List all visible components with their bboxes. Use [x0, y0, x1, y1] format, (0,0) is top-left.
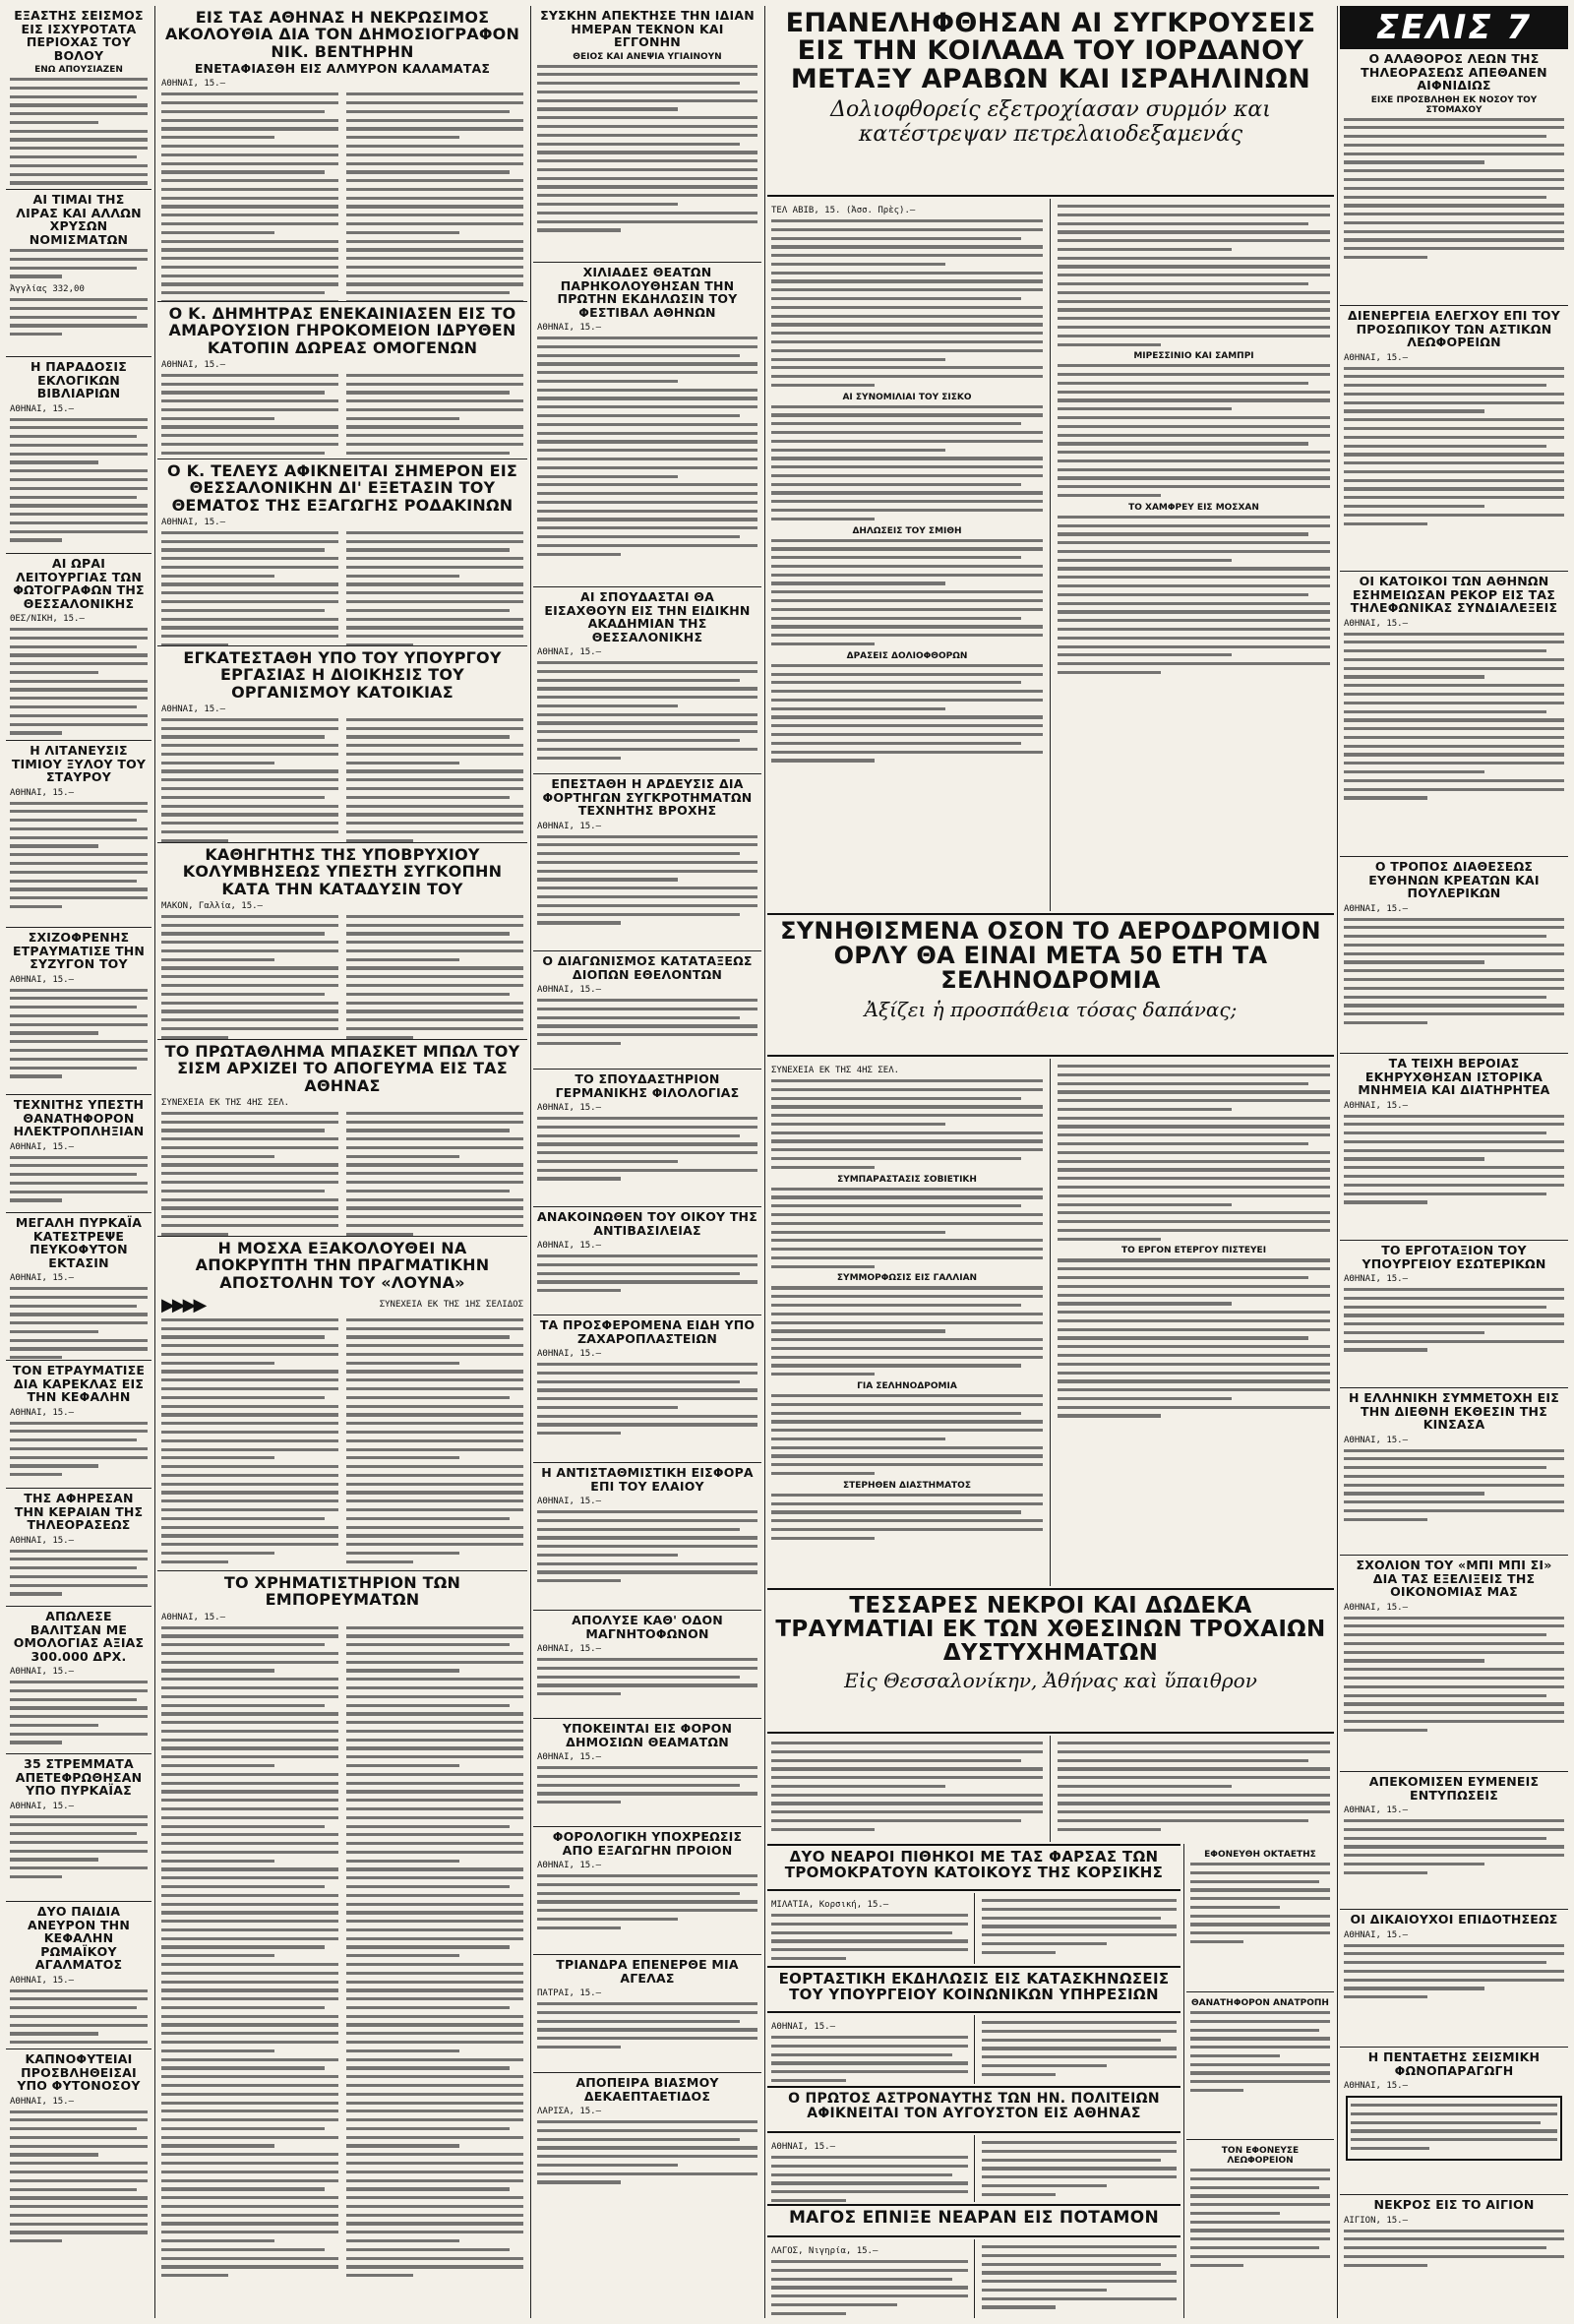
- orly-body: [767, 1059, 1334, 1586]
- article-body: [10, 78, 148, 189]
- article: [1340, 2047, 1568, 2194]
- article-body: [1344, 1115, 1564, 1204]
- orly-banner: [767, 913, 1334, 1057]
- feast-headline: ΕΟΡΤΑΣΤΙΚΗ ΕΚΔΗΛΩΣΙΣ ΕΙΣ ΚΑΤΑΣΚΗΝΩΣΕΙΣ ΤΟΥ ΥΠΟΥΡΓΕΙΟΥ ΚΟΙΝΩΝΙΚΩΝ ΥΠΗΡΕΣΙΩΝ: [778, 1970, 1170, 2003]
- article-body: [537, 1254, 757, 1292]
- article-headline: Η ΕΛΛΗΝΙΚΗ ΣΥΜΜΕΤΟΧΗ ΕΙΣ ΤΗΝ ΔΙΕΘΝΗ ΕΚΘΕΣΙΝ ΤΗΣ ΚΙΝΣΑΣΑ: [1349, 1390, 1559, 1432]
- article: [1186, 1844, 1334, 1991]
- article-body: [1058, 205, 1330, 346]
- article-body: [10, 1815, 148, 1879]
- article-body: [161, 92, 338, 301]
- article-body: [1058, 1065, 1330, 1241]
- article-headline: ΕΠΕΣΤΑΘΗ Η ΑΡΔΕΥΣΙΣ ΔΙΑ ΦΟΡΤΗΓΩΝ ΣΥΓΚΡΟΤΗΜΑΤΩΝ ΤΕΧΝΗΤΗΣ ΒΡΟΧΗΣ: [542, 776, 753, 818]
- section-heading: ΤΟ ΕΡΓΟΝ ΕΤΕΡΓΟΥ ΠΙΣΤΕΥΕΙ: [1120, 1246, 1267, 1256]
- article-headline: ΑΠΟΛΥΣΕ ΚΑΘ' ΟΔΟΝ ΜΑΓΝΗΤΟΦΩΝΟΝ: [572, 1613, 723, 1641]
- article-body: [771, 405, 1043, 520]
- article-dateline: ΑΘΗΝΑΙ, 15.—: [161, 359, 226, 370]
- article-body: [771, 539, 1043, 646]
- article-headline: ΔΥΟ ΠΑΙΔΙΑ ΑΝΕΥΡΟΝ ΤΗΝ ΚΕΦΑΛΗΝ ΡΩΜΑΪΚΟΥ ΑΓΑΛΜΑΤΟΣ: [28, 1904, 130, 1972]
- article: [1340, 49, 1568, 305]
- article-body: [346, 915, 523, 1039]
- article-body: [10, 989, 148, 1078]
- article: [6, 356, 151, 553]
- article: [533, 1462, 761, 1610]
- article-body: [771, 664, 1043, 763]
- article-body: [771, 219, 1043, 387]
- article: [6, 1212, 151, 1360]
- article-body: [10, 1156, 148, 1202]
- article-kicker: ΕΙΧΕ ΠΡΟΣΒΛΗΘΗ ΕΚ ΝΟΣΟΥ ΤΟΥ ΣΤΟΜΑΧΟΥ: [1370, 94, 1538, 115]
- article: [157, 1570, 527, 2318]
- article-headline: Ο Κ. ΤΕΛΕΥΣ ΑΦΙΚΝΕΙΤΑΙ ΣΗΜΕΡΟΝ ΕΙΣ ΘΕΣΣΑΛΟΝΙΚΗΝ ΔΙ' ΕΞΕΤΑΣΙΝ ΤΟΥ ΘΕΜΑΤΟΣ ΤΗΣ ΕΞΑΓΩΓΗΣ ΡΟΔΑΚΙΝΩΝ: [167, 461, 517, 515]
- article-headline: Ο ΤΡΟΠΟΣ ΔΙΑΘΕΣΕΩΣ ΕΥΘΗΝΩΝ ΚΡΕΑΤΩΝ ΚΑΙ ΠΟΥΛΕΡΙΚΩΝ: [1368, 859, 1540, 900]
- article-headline: ΔΙΕΝΕΡΓΕΙΑ ΕΛΕΓΧΟΥ ΕΠΙ ΤΟΥ ΠΡΟΣΩΠΙΚΟΥ ΤΩΝ ΑΣΤΙΚΩΝ ΛΕΩΦΟΡΕΙΩΝ: [1348, 308, 1560, 349]
- article-headline: ΤΟ ΣΠΟΥΔΑΣΤΗΡΙΟΝ ΓΕΡΜΑΝΙΚΗΣ ΦΙΛΟΛΟΓΙΑΣ: [555, 1071, 740, 1100]
- article: [1340, 1240, 1568, 1387]
- article-body: [161, 915, 338, 1039]
- article: [6, 1606, 151, 1753]
- section-heading: ΤΟ ΧΑΜΦΡΕΥ ΕΙΣ ΜΟΣΧΑΝ: [1128, 502, 1259, 513]
- article-dateline: ΑΘΗΝΑΙ, 15.—: [161, 79, 226, 90]
- article-headline: ΑΠΩΛΕΣΕ ΒΑΛΙΤΣΑΝ ΜΕ ΟΜΟΛΟΓΙΑΣ ΑΞΙΑΣ 300.000 ΔΡΧ.: [13, 1609, 145, 1664]
- article-kicker: ΘΕΙΟΣ ΚΑΙ ΑΝΕΨΙΑ ΥΓΙΑΙΝΟΥΝ: [573, 51, 722, 62]
- article: [157, 645, 527, 842]
- article-dateline: ΑΘΗΝΑΙ, 15.—: [10, 1535, 75, 1546]
- arrow-ornament-icon: ▶▶▶▶: [161, 1294, 205, 1315]
- article-headline: ΜΕΓΑΛΗ ΠΥΡΚΑΪΑ ΚΑΤΕΣΤΡΕΨΕ ΠΕΥΚΟΦΥΤΟΝ ΕΚΤΑΣΙΝ: [15, 1215, 143, 1270]
- section-heading: ΔΗΛΩΣΕΙΣ ΤΟΥ ΣΜΙΘΗ: [852, 525, 962, 536]
- article-headline: Η ΠΕΝΤΑΕΤΗΣ ΣΕΙΣΜΙΚΗ ΦΩΝΟΠΑΡΑΓΩΓΗ: [1367, 2049, 1541, 2078]
- article-dateline: ΑΙΓΙΟΝ, 15.—: [1344, 2215, 1409, 2226]
- column-4: [533, 6, 761, 2318]
- article-headline: ΤΟΝ ΕΤΡΑΥΜΑΤΙΣΕ ΔΙΑ ΚΑΡΕΚΛΑΣ ΕΙΣ ΤΗΝ ΚΕΦΑΛΗΝ: [12, 1363, 146, 1404]
- article-dateline: ΑΘΗΝΑΙ, 15.—: [1344, 1100, 1409, 1111]
- jordan-body: [767, 199, 1334, 911]
- column-rule: [1337, 6, 1338, 2318]
- article-dateline: ΑΘΗΝΑΙ, 15.—: [537, 1241, 602, 1251]
- article-dateline: ΘΕΣ/ΝΙΚΗ, 15.—: [10, 614, 85, 624]
- river-body: [767, 2239, 1180, 2318]
- article-body: [537, 1510, 757, 1582]
- article-headline: ΕΞΑΣΤΗΣ ΣΕΙΣΜΟΣ ΕΙΣ ΙΣΧΥΡΟΤΑΤΑ ΠΕΡΙΟΧΑΣ ΤΟΥ ΒΟΛΟΥ: [14, 8, 144, 63]
- article-body: [537, 1658, 757, 1695]
- article-headline: ΤΕΧΝΙΤΗΣ ΥΠΕΣΤΗ ΘΑΝΑΤΗΦΟΡΟΝ ΗΛΕΚΤΡΟΠΛΗΞΙΑΝ: [13, 1097, 145, 1138]
- article-body: [346, 718, 523, 842]
- article-headline: ΚΑΠΝΟΦΥΤΕΙΑΙ ΠΡΟΣΒΛΗΘΕΙΣΑΙ ΥΠΟ ΦΥΤΟΝΟΣΟΥ: [17, 2051, 141, 2093]
- article-headline: Η ΜΟΣΧΑ ΕΞΑΚΟΛΟΥΘΕΙ ΝΑ ΑΠΟΚΡΥΠΤΗ ΤΗΝ ΠΡΑΓΜΑΤΙΚΗΝ ΑΠΟΣΤΟΛΗΝ ΤΟΥ «ΛΟΥΝΑ»: [195, 1239, 490, 1292]
- article-dateline: ΑΘΗΝΑΙ, 15.—: [537, 323, 602, 333]
- corsica-banner: [767, 1844, 1180, 1891]
- article-headline: ΑΙ ΤΙΜΑΙ ΤΗΣ ΛΙΡΑΣ ΚΑΙ ΑΛΛΩΝ ΧΡΥΣΩΝ ΝΟΜΙΣΜΑΤΩΝ: [16, 192, 142, 247]
- article-headline: ΣΧΟΛΙΟΝ ΤΟΥ «ΜΠΙ ΜΠΙ ΣΙ» ΔΙΑ ΤΑΣ ΕΞΕΛΙΞΕΙΣ ΤΗΣ ΟΙΚΟΝΟΜΙΑΣ ΜΑΣ: [1356, 1558, 1552, 1599]
- article: [533, 1206, 761, 1315]
- article-headline: Η ΑΝΤΙΣΤΑΘΜΙΣΤΙΚΗ ΕΙΣΦΟΡΑ ΕΠΙ ΤΟΥ ΕΛΑΙΟΥ: [541, 1465, 754, 1494]
- article-dateline: ΑΘΗΝΑΙ, 15.—: [10, 974, 75, 985]
- article: [533, 1954, 761, 2072]
- article-dateline: ΑΘΗΝΑΙ, 15.—: [537, 985, 602, 995]
- article-body: [537, 336, 757, 556]
- article-headline: ΟΙ ΚΑΤΟΙΚΟΙ ΤΩΝ ΑΘΗΝΩΝ ΕΣΗΜΕΙΩΣΑΝ ΡΕΚΟΡ ΕΙΣ ΤΑΣ ΤΗΛΕΦΩΝΙΚΑΣ ΣΥΝΔΙΑΛΕΞΕΙΣ: [1350, 574, 1558, 615]
- article: [533, 1069, 761, 1206]
- article: [533, 1718, 761, 1826]
- article-body: [771, 1742, 1043, 1831]
- article: [6, 740, 151, 927]
- article-dateline: ΑΘΗΝΑΙ, 15.—: [10, 1141, 75, 1152]
- article-body: [10, 249, 148, 278]
- article-body: [346, 531, 523, 645]
- boxed-notice: [1346, 2096, 1562, 2161]
- article-body: [771, 1079, 1043, 1169]
- article: [6, 553, 151, 740]
- article-dateline: ΑΘΗΝΑΙ, 15.—: [10, 1801, 75, 1811]
- article-body: [1351, 2104, 1557, 2150]
- river-banner: [767, 2204, 1180, 2237]
- article: [1340, 1771, 1568, 1909]
- article-headline: ΤΗΣ ΑΦΗΡΕΣΑΝ ΤΗΝ ΚΕΡΑΙΑΝ ΤΗΣ ΤΗΛΕΟΡΑΣΕΩΣ: [14, 1491, 144, 1532]
- article-headline: ΤΟ ΠΡΩΤΑΘΛΗΜΑ ΜΠΑΣΚΕΤ ΜΠΩΛ ΤΟΥ ΣΙΣΜ ΑΡΧΙΖΕΙ ΤΟ ΑΠΟΓΕΥΜΑ ΕΙΣ ΤΑΣ ΑΘΗΝΑΣ: [164, 1042, 520, 1095]
- article-dateline: ΑΘΗΝΑΙ, 15.—: [10, 1667, 75, 1677]
- article-dateline: ΑΘΗΝΑΙ, 15.—: [537, 1752, 602, 1762]
- article-body: [161, 1112, 338, 1236]
- column-rule: [1183, 1844, 1184, 2318]
- article-body: [982, 2021, 1177, 2076]
- article-dateline: ΑΘΗΝΑΙ, 15.—: [537, 1349, 602, 1359]
- article-dateline: ΜΑΚΟΝ, Γαλλία, 15.—: [161, 900, 263, 911]
- article-dateline: ΑΘΗΝΑΙ, 15.—: [1344, 1435, 1409, 1445]
- article-kicker: ΕΝΩ ΑΠΟΥΣΙΑΖΕΝ: [34, 65, 123, 75]
- traffic-body: [767, 1736, 1334, 1842]
- article-body: [1058, 1258, 1330, 1417]
- article-body: [537, 1766, 757, 1804]
- article-headline: ΧΙΛΙΑΔΕΣ ΘΕΑΤΩΝ ΠΑΡΗΚΟΛΟΥΘΗΣΑΝ ΤΗΝ ΠΡΩΤΗΝ ΕΚΔΗΛΩΣΙΝ ΤΟΥ ΦΕΣΤΙΒΑΛ ΑΘΗΝΩΝ: [557, 265, 738, 320]
- article-dateline: ΑΘΗΝΑΙ, 15.—: [10, 1407, 75, 1418]
- article-dateline: ΑΘΗΝΑΙ, 15.—: [1344, 1805, 1409, 1815]
- article-headline: ΑΙ ΣΠΟΥΔΑΣΤΑΙ ΘΑ ΕΙΣΑΧΘΟΥΝ ΕΙΣ ΤΗΝ ΕΙΔΙΚΗΝ ΑΚΑΔΗΜΙΑΝ ΤΗΣ ΘΕΣΣΑΛΟΝΙΚΗΣ: [544, 589, 751, 644]
- article-headline: ΤΟ ΧΡΗΜΑΤΙΣΤΗΡΙΟΝ ΤΩΝ ΕΜΠΟΡΕΥΜΑΤΩΝ: [223, 1573, 461, 1610]
- article-dateline: ΑΘΗΝΑΙ, 15.—: [537, 821, 602, 831]
- article-body: [1058, 1742, 1330, 1831]
- article-headline: ΤΟ ΕΡΓΟΤΑΞΙΟΝ ΤΟΥ ΥΠΟΥΡΓΕΙΟΥ ΕΣΩΤΕΡΙΚΩΝ: [1362, 1243, 1546, 1271]
- article-body: [10, 1287, 148, 1359]
- center-columns: [157, 6, 527, 2318]
- price-table: [10, 298, 148, 336]
- article-headline: ΤΑ ΤΕΙΧΗ ΒΕΡΟΙΑΣ ΕΚΗΡΥΧΘΗΣΑΝ ΙΣΤΟΡΙΚΑ ΜΝΗΜΕΙΑ ΚΑΙ ΔΙΑΤΗΡΗΤΕΑ: [1358, 1056, 1550, 1097]
- article-body: [771, 1286, 1043, 1376]
- orly-headline: ΣΥΝΗΘΙΣΜΕΝΑ ΟΣΟΝ ΤΟ ΑΕΡΟΔΡΟΜΙΟΝ ΟΡΛΥ ΘΑ ΕΙΝΑΙ ΜΕΤΑ 50 ΕΤΗ ΤΑ ΣΕΛΗΝΟΔΡΟΜΙΑ: [780, 917, 1321, 995]
- article-body: [161, 1318, 338, 1569]
- article: [157, 459, 527, 645]
- article-body: [10, 1422, 148, 1477]
- market-prices-list: [346, 1626, 523, 2283]
- article: [157, 842, 527, 1039]
- article-body: [1058, 516, 1330, 674]
- article: [157, 6, 527, 301]
- article: [157, 1039, 527, 1236]
- article: [1340, 305, 1568, 571]
- article: [1340, 2194, 1568, 2302]
- article-body: [10, 1550, 148, 1596]
- article-body: [10, 418, 148, 542]
- article-body: [982, 2141, 1177, 2196]
- article-body: [771, 2156, 968, 2202]
- article-headline: ΟΙ ΔΙΚΑΙΟΥΧΟΙ ΕΠΙΔΟΤΗΣΕΩΣ: [1350, 1912, 1558, 1926]
- article-headline: ΥΠΟΚΕΙΝΤΑΙ ΕΙΣ ΦΟΡΟΝ ΔΗΜΟΣΙΩΝ ΘΕΑΜΑΤΩΝ: [562, 1721, 733, 1749]
- article: [6, 1360, 151, 1488]
- article: [6, 1094, 151, 1212]
- article-headline: ΤΑ ΠΡΟΣΦΕΡΟΜΕΝΑ ΕΙΔΗ ΥΠΟ ΖΑΧΑΡΟΠΛΑΣΤΕΙΩΝ: [539, 1317, 756, 1346]
- article-headline: ΑΠΕΚΟΜΙΣΕΝ ΕΥΜΕΝΕΙΣ ΕΝΤΥΠΩΣΕΙΣ: [1368, 1774, 1540, 1803]
- article-dateline: ΑΘΗΝΑΙ, 15.—: [1344, 618, 1409, 629]
- article-dateline: ΑΘΗΝΑΙ, 15.—: [10, 787, 75, 798]
- article-dateline: ΛΑΡΙΣΑ, 15.—: [537, 2107, 602, 2116]
- article-body: [537, 1117, 757, 1181]
- article-headline: Ο Κ. ΔΗΜΗΤΡΑΣ ΕΝΕΚΑΙΝΙΑΣΕΝ ΕΙΣ ΤΟ ΑΜΑΡΟΥΣΙΟΝ ΓΗΡΟΚΟΜΕΙΟΝ ΙΔΡΥΘΕΝ ΚΑΤΟΠΙΝ ΔΩΡΕΑΣ ΟΜΟΓΕΝΩΝ: [168, 304, 516, 357]
- river-dateline: ΛΑΓΟΣ, Νιγηρία, 15.—: [771, 2246, 878, 2256]
- section-heading: ΕΦΟΝΕΥΘΗ ΟΚΤΑΕΤΗΣ: [1204, 1850, 1316, 1860]
- article: [533, 6, 761, 262]
- article-dateline: ΑΘΗΝΑΙ, 15.—: [10, 2096, 75, 2107]
- column-rule: [764, 6, 765, 2318]
- article-body: [771, 2036, 968, 2082]
- article-dateline: ΑΘΗΝΑΙ, 15.—: [10, 1975, 75, 1986]
- article-continuation: ΣΥΝΕΧΕΙΑ ΕΚ ΤΗΣ 1ΗΣ ΣΕΛΙΔΟΣ: [379, 1300, 523, 1311]
- column-1: [6, 6, 151, 2318]
- article: [533, 262, 761, 586]
- jordan-dateline: ΤΕΛ ΑΒΙΒ, 15. (Ἀσσ. Πρὲς).—: [771, 206, 916, 215]
- article: [6, 927, 151, 1094]
- article-body: [346, 1112, 523, 1236]
- article-body: [1344, 633, 1564, 800]
- article-headline: ΝΕΚΡΟΣ ΕΙΣ ΤΟ ΑΙΓΙΟΝ: [1373, 2197, 1535, 2212]
- jordan-subhead: Δολιοφθορείς εξετροχίασαν συρμόν και κατέστρεψαν πετρελαιοδεξαμενάς: [830, 97, 1271, 148]
- column-7: [1340, 6, 1568, 2318]
- article-body: [161, 718, 338, 842]
- feast-dateline: ΑΘΗΝΑΙ, 15.—: [771, 2022, 836, 2032]
- article-body: [771, 1394, 1043, 1475]
- article-dateline: ΑΘΗΝΑΙ, 15.—: [161, 703, 226, 714]
- article-body: [1344, 1449, 1564, 1521]
- article-dateline: ΑΘΗΝΑΙ, 15.—: [1344, 352, 1409, 363]
- article-body: [10, 1989, 148, 2049]
- column-rule: [530, 6, 531, 2318]
- article-body: [1344, 1617, 1564, 1732]
- section-heading: ΑΙ ΣΥΝΟΜΙΛΙΑΙ ΤΟΥ ΣΙΣΚΟ: [842, 392, 972, 402]
- article-headline: ΤΡΙΑΝΔΡΑ ΕΠΕΝΕΡΘΕ ΜΙΑ ΑΓΕΛΑΣ: [556, 1957, 739, 1986]
- article-body: [1344, 118, 1564, 260]
- article-dateline: ΑΘΗΝΑΙ, 15.—: [161, 517, 226, 527]
- article-headline: ΚΑΘΗΓΗΤΗΣ ΤΗΣ ΥΠΟΒΡΥΧΙΟΥ ΚΟΛΥΜΒΗΣΕΩΣ ΥΠΕΣΤΗ ΣΥΓΚΟΠΗΝ ΚΑΤΑ ΤΗΝ ΚΑΤΑΔΥΣΙΝ ΤΟΥ: [182, 845, 503, 898]
- article-body: [10, 628, 148, 735]
- article-headline: ΣΥΣΚΗΝ ΑΠΕΚΤΗΣΕ ΤΗΝ ΙΔΙΑΝ ΗΜΕΡΑΝ ΤΕΚΝΟΝ ΚΑΙ ΕΓΓΟΝΗΝ: [540, 8, 755, 49]
- article-dateline: ΑΘΗΝΑΙ, 15.—: [537, 1103, 602, 1113]
- article-body: [771, 1914, 968, 1960]
- article-headline: ΕΓΚΑΤΕΣΤΑΘΗ ΥΠΟ ΤΟΥ ΥΠΟΥΡΓΟΥ ΕΡΓΑΣΙΑΣ Η ΔΙΟΙΚΗΣΙΣ ΤΟΥ ΟΡΓΑΝΙΣΜΟΥ ΚΑΤΟΙΚΙΑΣ: [183, 648, 502, 702]
- article-body: [771, 1188, 1043, 1268]
- article-body: [982, 1899, 1177, 1954]
- article-body: [161, 374, 338, 459]
- article: [533, 586, 761, 773]
- article: [1186, 2139, 1334, 2318]
- article-body: [537, 661, 757, 760]
- article-body: [1058, 364, 1330, 497]
- traffic-subhead: Εἰς Θεσσαλονίκην, Ἀθήνας καὶ ὕπαιθρον: [844, 1669, 1257, 1693]
- article: [1340, 856, 1568, 1053]
- section-heading: ΓΙΑ ΣΕΛΗΝΟΔΡΟΜΙΑ: [857, 1381, 957, 1391]
- corsica-body: [767, 1893, 1180, 1964]
- article-dateline: ΑΘΗΝΑΙ, 15.—: [1344, 1929, 1409, 1940]
- article-dateline: ΑΘΗΝΑΙ, 15.—: [1344, 903, 1409, 914]
- river-headline: ΜΑΓΟΣ ΕΠΝΙΞΕ ΝΕΑΡΑΝ ΕΙΣ ΠΟΤΑΜΟΝ: [788, 2208, 1160, 2228]
- corsica-dateline: ΜΙΛΑΤΙΑ, Κορσική, 15.—: [771, 1900, 889, 1910]
- article-headline: ΑΙ ΩΡΑΙ ΛΕΙΤΟΥΡΓΙΑΣ ΤΩΝ ΦΩΤΟΓΡΑΦΩΝ ΤΗΣ ΘΕΣΣΑΛΟΝΙΚΗΣ: [13, 556, 145, 611]
- article-body: [537, 65, 757, 232]
- article: [6, 1901, 151, 2049]
- gold-price-row: Ἀγγλίας 332,00: [10, 284, 85, 295]
- article-body: [1344, 1819, 1564, 1874]
- article-headline: Η ΠΑΡΑΔΟΣΙΣ ΕΚΛΟΓΙΚΩΝ ΒΙΒΛΙΑΡΙΩΝ: [30, 359, 127, 400]
- article-body: [346, 1318, 523, 1569]
- article-body: [537, 835, 757, 925]
- article-body: [1344, 1944, 1564, 1999]
- article-headline: Ο ΔΙΑΓΩΝΙΣΜΟΣ ΚΑΤΑΤΑΞΕΩΣ ΔΙΟΠΩΝ ΕΘΕΛΟΝΤΩΝ: [542, 953, 753, 982]
- article-dateline: ΑΘΗΝΑΙ, 15.—: [10, 1273, 75, 1283]
- article: [533, 950, 761, 1069]
- article-headline: ΕΙΣ ΤΑΣ ΑΘΗΝΑΣ Η ΝΕΚΡΩΣΙΜΟΣ ΑΚΟΛΟΥΘΙΑ ΔΙΑ ΤΟΝ ΔΗΜΟΣΙΟΓΡΑΦΟΝ ΝΙΚ. ΒΕΝΤΗΡΗΝ: [164, 8, 520, 61]
- section-heading: ΣΥΜΠΑΡΑΣΤΑΣΙΣ ΣΟΒΙΕΤΙΚΗ: [837, 1174, 977, 1185]
- corsica-headline: ΔΥΟ ΝΕΑΡΟΙ ΠΙΘΗΚΟΙ ΜΕ ΤΑΣ ΦΑΡΣΑΣ ΤΩΝ ΤΡΟΜΟΚΡΑΤΟΥΝ ΚΑΤΟΙΚΟΥΣ ΤΗΣ ΚΟΡΣΙΚΗΣ: [784, 1848, 1164, 1881]
- section-heading: ΣΤΕΡΗΘΕΝ ΔΙΑΣΤΗΜΑΤΟΣ: [843, 1480, 971, 1491]
- article-body: [10, 2110, 148, 2243]
- column-6-lower: [1186, 1844, 1334, 2318]
- astronaut-dateline: ΑΘΗΝΑΙ, 15.—: [771, 2142, 836, 2152]
- article: [1186, 1991, 1334, 2139]
- article: [6, 6, 151, 189]
- astronaut-body: [767, 2135, 1180, 2202]
- article-headline: ΑΠΟΠΕΙΡΑ ΒΙΑΣΜΟΥ ΔΕΚΑΕΠΤΑΕΤΙΔΟΣ: [575, 2075, 719, 2104]
- article: [157, 1236, 527, 1570]
- article: [6, 2049, 151, 2285]
- astronaut-headline: Ο ΠΡΩΤΟΣ ΑΣΤΡΟΝΑΥΤΗΣ ΤΩΝ ΗΝ. ΠΟΛΙΤΕΙΩΝ ΑΦΙΚΝΕΙΤΑΙ ΤΟΝ ΑΥΓΟΥΣΤΟΝ ΕΙΣ ΑΘΗΝΑΣ: [788, 2091, 1160, 2121]
- article-body: [1190, 1863, 1330, 1943]
- article-body: [161, 531, 338, 645]
- jordan-headline: ΕΠΑΝΕΛΗΦΘΗΣΑΝ ΑΙ ΣΥΓΚΡΟΥΣΕΙΣ ΕΙΣ ΤΗΝ ΚΟΙΛΑΔΑ ΤΟΥ ΙΟΡΔΑΝΟΥ ΜΕΤΑΞΥ ΑΡΑΒΩΝ ΚΑΙ ΙΣΡΑΗΛΙΝΩΝ: [785, 8, 1316, 94]
- section-heading: ΔΡΑΣΕΙΣ ΔΟΛΙΟΦΘΟΡΩΝ: [846, 650, 968, 661]
- market-prices-list: [161, 1626, 338, 2283]
- article: [6, 1753, 151, 1901]
- article: [533, 1826, 761, 1954]
- article-body: [1344, 2230, 1564, 2267]
- jordan-banner: [767, 6, 1334, 197]
- article-headline: ΦΟΡΟΛΟΓΙΚΗ ΥΠΟΧΡΕΩΣΙΣ ΑΠΟ ΕΞΑΓΩΓΗΝ ΠΡΟΙΟΝ: [552, 1829, 743, 1858]
- article-headline: Ο ΑΛΑΘΟΡΟΣ ΛΕΩΝ ΤΗΣ ΤΗΛΕΟΡΑΣΕΩΣ ΑΠΕΘΑΝΕΝ ΑΙΦΝΙΔΙΩΣ: [1361, 51, 1547, 92]
- article-body: [771, 2260, 968, 2315]
- article: [533, 1315, 761, 1462]
- article: [533, 2072, 761, 2210]
- article-body: [1190, 2169, 1330, 2267]
- article-dateline: ΑΘΗΝΑΙ, 15.—: [1344, 1602, 1409, 1613]
- traffic-headline: ΤΕΣΣΑΡΕΣ ΝΕΚΡΟΙ ΚΑΙ ΔΩΔΕΚΑ ΤΡΑΥΜΑΤΙΑΙ ΕΚ ΤΩΝ ΧΘΕΣΙΝΩΝ ΤΡΟΧΑΙΩΝ ΔΥΣΤΥΧΗΜΑΤΩΝ: [775, 1593, 1326, 1667]
- article: [1340, 1555, 1568, 1771]
- article-body: [537, 999, 757, 1045]
- feast-banner: [767, 1966, 1180, 2013]
- feast-body: [767, 2015, 1180, 2084]
- article-dateline: ΠΑΤΡΑΙ, 15.—: [537, 1988, 602, 1998]
- traffic-banner: [767, 1588, 1334, 1734]
- article-body: [1344, 1288, 1564, 1352]
- section-heading: ΤΟΝ ΕΦΟΝΕΥΣΕ ΛΕΩΦΟΡΕΙΟΝ: [1221, 2146, 1300, 2166]
- article-body: [1344, 367, 1564, 525]
- article-body: [537, 1363, 757, 1435]
- article: [533, 1610, 761, 1718]
- article-body: [1190, 2011, 1330, 2092]
- article-body: [10, 802, 148, 909]
- article-dateline: ΑΘΗΝΑΙ, 15.—: [537, 1497, 602, 1506]
- article-headline: Η ΛΙΤΑΝΕΥΣΙΣ ΤΙΜΙΟΥ ΞΥΛΟΥ ΤΟΥ ΣΤΑΥΡΟΥ: [11, 743, 147, 784]
- article-subhead: ΕΝΕΤΑΦΙΑΣΘΗ ΕΙΣ ΑΛΜΥΡΟΝ ΚΑΛΑΜΑΤΑΣ: [194, 60, 491, 76]
- article: [1340, 1909, 1568, 2047]
- article-dateline: ΑΘΗΝΑΙ, 15.—: [537, 1861, 602, 1870]
- column-rule: [154, 6, 155, 2318]
- article-body: [537, 1874, 757, 1929]
- section-heading: ΣΥΜΜΟΡΦΩΣΙΣ ΕΙΣ ΓΑΛΛΙΑΝ: [836, 1273, 978, 1284]
- article-dateline: ΑΘΗΝΑΙ, 15.—: [537, 1644, 602, 1654]
- page-number-masthead: ΣΕΛΙΣ 7: [1340, 6, 1568, 49]
- article-body: [537, 2120, 757, 2184]
- astronaut-banner: [767, 2086, 1180, 2133]
- article: [1340, 1387, 1568, 1555]
- article-body: [537, 2002, 757, 2049]
- section-heading: ΜΙΡΕΣΣΙΝΙΟ ΚΑΙ ΣΑΜΠΡΙ: [1133, 351, 1254, 362]
- article-dateline: ΑΘΗΝΑΙ, 15.—: [10, 403, 75, 414]
- article-headline: 35 ΣΤΡΕΜΜΑΤΑ ΑΠΕΤΕΦΡΩΘΗΣΑΝ ΥΠΟ ΠΥΡΚΑΪΑΣ: [15, 1756, 143, 1798]
- article-body: [346, 92, 523, 301]
- article-dateline: ΑΘΗΝΑΙ, 15.—: [161, 1612, 226, 1622]
- section-heading: ΘΑΝΑΤΗΦΟΡΟΝ ΑΝΑΤΡΟΠΗ: [1191, 1998, 1329, 2008]
- article-body: [346, 374, 523, 459]
- article-dateline: ΑΘΗΝΑΙ, 15.—: [1344, 1274, 1409, 1284]
- article-body: [10, 1681, 148, 1744]
- article-dateline: ΑΘΗΝΑΙ, 15.—: [1344, 2081, 1409, 2091]
- article: [6, 189, 151, 356]
- article-body: [771, 1494, 1043, 1540]
- article: [533, 773, 761, 950]
- article: [1340, 571, 1568, 856]
- article-body: [982, 2245, 1177, 2309]
- orly-continuation: ΣΥΝΕΧΕΙΑ ΕΚ ΤΗΣ 4ΗΣ ΣΕΛ.: [771, 1066, 900, 1075]
- article-headline: ΑΝΑΚΟΙΝΩΘΕΝ ΤΟΥ ΟΙΚΟΥ ΤΗΣ ΑΝΤΙΒΑΣΙΛΕΙΑΣ: [537, 1209, 757, 1238]
- orly-subhead: Ἀξίζει ἡ προσπάθεια τόσας δαπάνας;: [864, 997, 1238, 1021]
- article: [1340, 1053, 1568, 1240]
- article-dateline: ΑΘΗΝΑΙ, 15.—: [537, 647, 602, 657]
- article-body: [1344, 918, 1564, 1025]
- article-dateline: ΣΥΝΕΧΕΙΑ ΕΚ ΤΗΣ 4ΗΣ ΣΕΛ.: [161, 1097, 290, 1108]
- article: [157, 301, 527, 459]
- article-headline: ΣΧΙΖΟΦΡΕΝΗΣ ΕΤΡΑΥΜΑΤΙΣΕ ΤΗΝ ΣΥΖΥΓΟΝ ΤΟΥ: [12, 930, 146, 971]
- article: [6, 1488, 151, 1606]
